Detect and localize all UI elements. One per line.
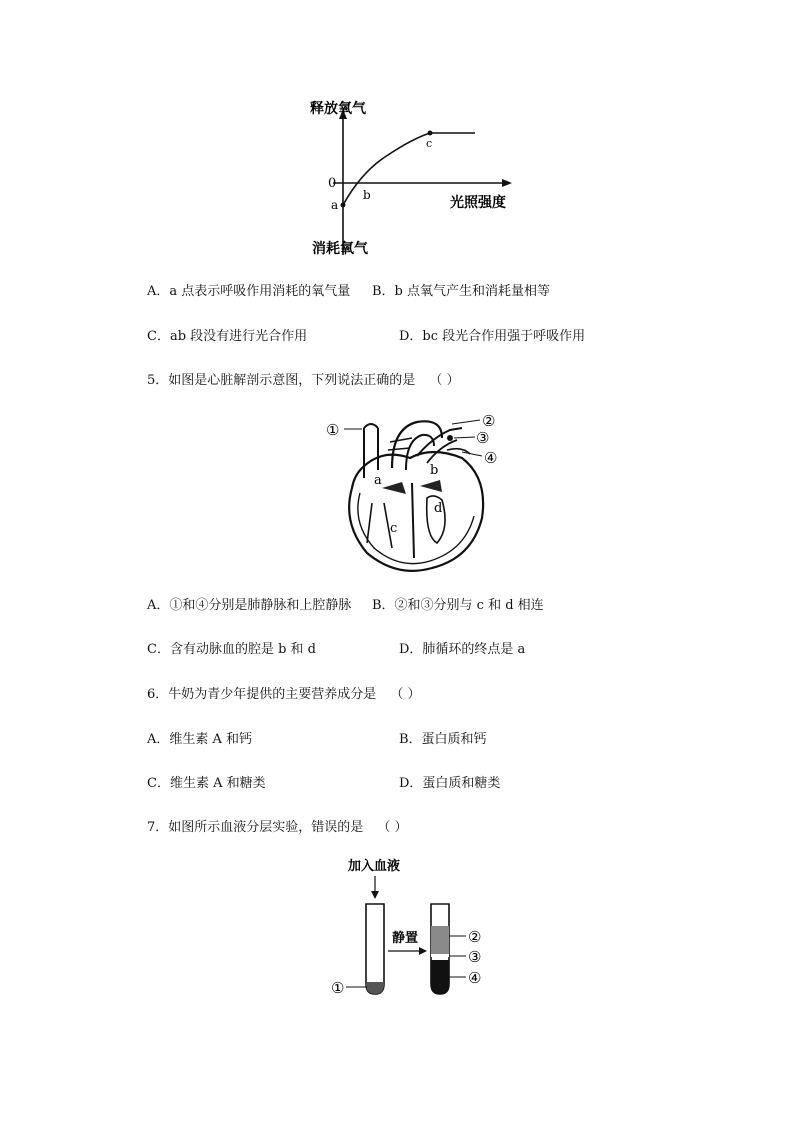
x-axis-label: 光照强度	[450, 195, 506, 211]
heart-diagram	[322, 408, 512, 578]
heart-chamber-d: d	[434, 501, 443, 516]
q5-stem-text: 5．如图是心脏解剖示意图，下列说法正确的是	[147, 373, 416, 388]
q6-option-c: C．维生素 A 和糖类	[147, 776, 266, 791]
q6-stem-text: 6．牛奶为青少年提供的主要营养成分是	[147, 687, 377, 702]
q5-option-d: D．肺循环的终点是 a	[399, 642, 526, 657]
standing-label: 静置	[392, 931, 419, 946]
q7-stem-text: 7．如图所示血液分层实验，错误的是	[147, 820, 364, 835]
q6-option-d: D．蛋白质和糖类	[399, 776, 501, 791]
q5-option-a: A．①和④分别是肺静脉和上腔静脉	[147, 598, 352, 613]
heart-chamber-b: b	[430, 463, 439, 478]
q4-option-d: D．bc 段光合作用强于呼吸作用	[399, 329, 586, 344]
tube-label-3: ③	[468, 948, 482, 966]
point-a-label: a	[331, 198, 339, 212]
oxygen-light-graph	[300, 95, 530, 265]
heart-label-3: ③	[476, 429, 490, 447]
tube-label-4: ④	[468, 969, 482, 987]
q5-option-c: C．含有动脉血的腔是 b 和 d	[147, 642, 316, 657]
heart-chamber-a: a	[374, 473, 382, 488]
q5-answer-bracket: （ ）	[429, 373, 460, 388]
zero-label: 0	[328, 176, 337, 191]
point-b-label: b	[363, 188, 371, 202]
q7-answer-bracket: （ ）	[377, 820, 408, 835]
q5-stem	[147, 372, 460, 390]
q4-option-b: B．b 点氧气产生和消耗量相等	[372, 284, 551, 299]
q6-option-a: A．维生素 A 和钙	[147, 732, 253, 747]
heart-label-4: ④	[484, 449, 498, 467]
blood-layering-diagram	[326, 856, 496, 1001]
heart-label-2: ②	[482, 412, 496, 430]
q4-option-a: A．a 点表示呼吸作用消耗的氧气量	[147, 284, 351, 299]
y-axis-top-label: 释放氧气	[310, 101, 366, 117]
add-blood-label: 加入血液	[348, 859, 401, 874]
q6-answer-bracket: （ ）	[390, 687, 421, 702]
heart-label-1: ①	[326, 421, 340, 439]
q4-option-c: C．ab 段没有进行光合作用	[147, 329, 308, 344]
q5-option-b: B．②和③分别与 c 和 d 相连	[372, 598, 544, 613]
q6-option-b: B．蛋白质和钙	[399, 732, 487, 747]
q7-stem	[147, 819, 408, 837]
y-axis-bottom-label: 消耗氧气	[312, 241, 368, 257]
heart-chamber-c: c	[390, 521, 398, 536]
tube-label-2: ②	[468, 928, 482, 946]
q6-stem	[147, 686, 421, 704]
point-c-label: c	[426, 137, 433, 150]
tube-label-1: ①	[331, 979, 345, 997]
